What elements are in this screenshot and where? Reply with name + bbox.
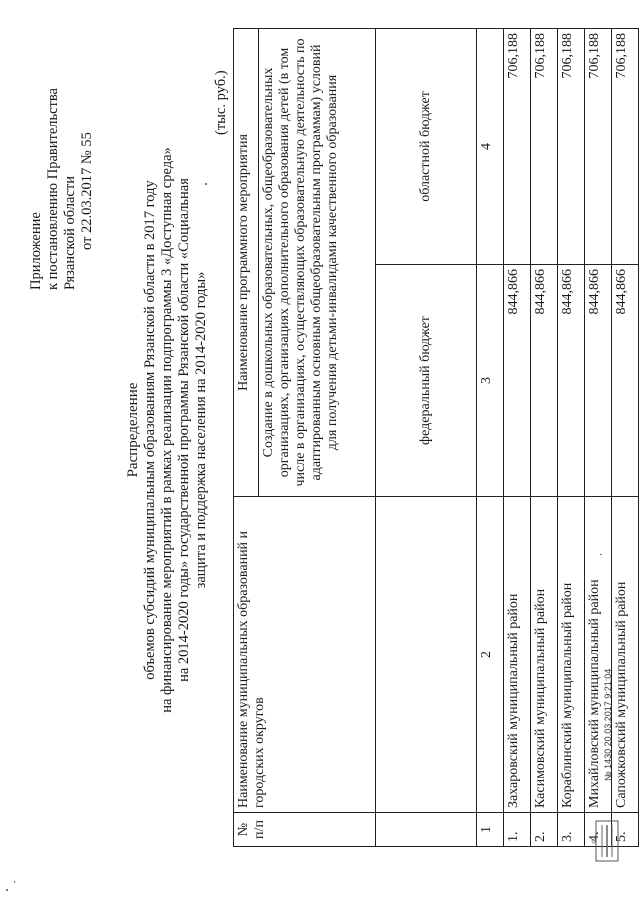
row-name: Сапожковский муниципальный район	[612, 497, 639, 813]
row-num: 4.	[585, 813, 612, 847]
row-regional: 706,188	[585, 28, 612, 264]
row-regional: 706,188	[504, 28, 531, 264]
row-federal: 844,866	[558, 265, 585, 497]
colnum-1: 1	[477, 813, 504, 847]
scan-speck	[600, 554, 602, 555]
header-num: № п/п	[234, 813, 376, 847]
title-heading: Распределение	[125, 382, 141, 478]
row-regional: 706,188	[531, 28, 558, 264]
appendix-block	[28, 30, 96, 290]
title-line-2: на финансирование мероприятий в рамках реализации подпрограммы 3 «Доступная среда»	[159, 147, 175, 713]
row-name: Кораблинский муниципальный район	[558, 497, 585, 813]
row-num: 3.	[558, 813, 585, 847]
table-row	[558, 28, 585, 846]
table-budget-header-row	[376, 28, 477, 846]
appendix-line-1: Приложение	[28, 212, 44, 290]
row-federal: 844,866	[612, 265, 639, 497]
table-row	[612, 28, 639, 846]
program-description: Создание в дошкольных образовательных, общеобразовательных организациях, организациях дополнительного образования детей (в том числе в организациях, осуществляющих образовательную деятельность по адаптированным основным общеобразовательным программам) условий для получения детьми-инвалидами качественного образования	[259, 28, 376, 496]
title-line-3: на 2014-2020 годы» государственной программы Рязанской области «Социальная	[176, 178, 192, 682]
colnum-4: 4	[477, 28, 504, 264]
table-colnum-row	[477, 28, 504, 846]
row-name: Захаровский муниципальный район	[504, 497, 531, 813]
row-name: Михайловский муниципальный район	[585, 497, 612, 813]
row-federal: 844,866	[531, 265, 558, 497]
scan-speck	[6, 889, 8, 891]
table-header-row	[234, 28, 259, 846]
header-municipality: Наименование муниципальных образований и городских округов	[234, 497, 376, 813]
scan-speck	[14, 881, 15, 883]
scan-speck	[205, 183, 207, 185]
table-row	[531, 28, 558, 846]
header-spacer-num	[376, 813, 477, 847]
header-program: Наименование программного мероприятия	[234, 28, 259, 496]
stamp-note: № 1430 20.03.2017 9:21:04	[603, 668, 613, 781]
header-federal: федеральный бюджет	[376, 265, 477, 497]
row-num: 5.	[612, 813, 639, 847]
table-row	[504, 28, 531, 846]
title-line-4: защита и поддержка населения на 2014-2020 годы»	[193, 271, 209, 589]
subsidy-table	[233, 28, 639, 847]
row-num: 1.	[504, 813, 531, 847]
header-regional: областной бюджет	[376, 28, 477, 264]
row-federal: 844,866	[504, 265, 531, 497]
row-num: 2.	[531, 813, 558, 847]
registration-stamp-icon	[590, 783, 624, 863]
unit-label: (тыс. руб.)	[213, 70, 229, 135]
header-spacer-name	[376, 497, 477, 813]
appendix-line-3: Рязанской области	[62, 176, 78, 290]
appendix-line-2: к постановлению Правительства	[45, 88, 61, 290]
document-title	[125, 125, 210, 735]
row-regional: 706,188	[558, 28, 585, 264]
row-federal: 844,866	[585, 265, 612, 497]
row-name: Касимовский муниципальный район	[531, 497, 558, 813]
row-regional: 706,188	[612, 28, 639, 264]
colnum-3: 3	[477, 265, 504, 497]
colnum-2: 2	[477, 497, 504, 813]
appendix-line-4: от 22.03.2017 № 55	[79, 132, 95, 250]
title-line-1: объемов субсидий муниципальным образованиям Рязанской области в 2017 году	[142, 180, 158, 680]
